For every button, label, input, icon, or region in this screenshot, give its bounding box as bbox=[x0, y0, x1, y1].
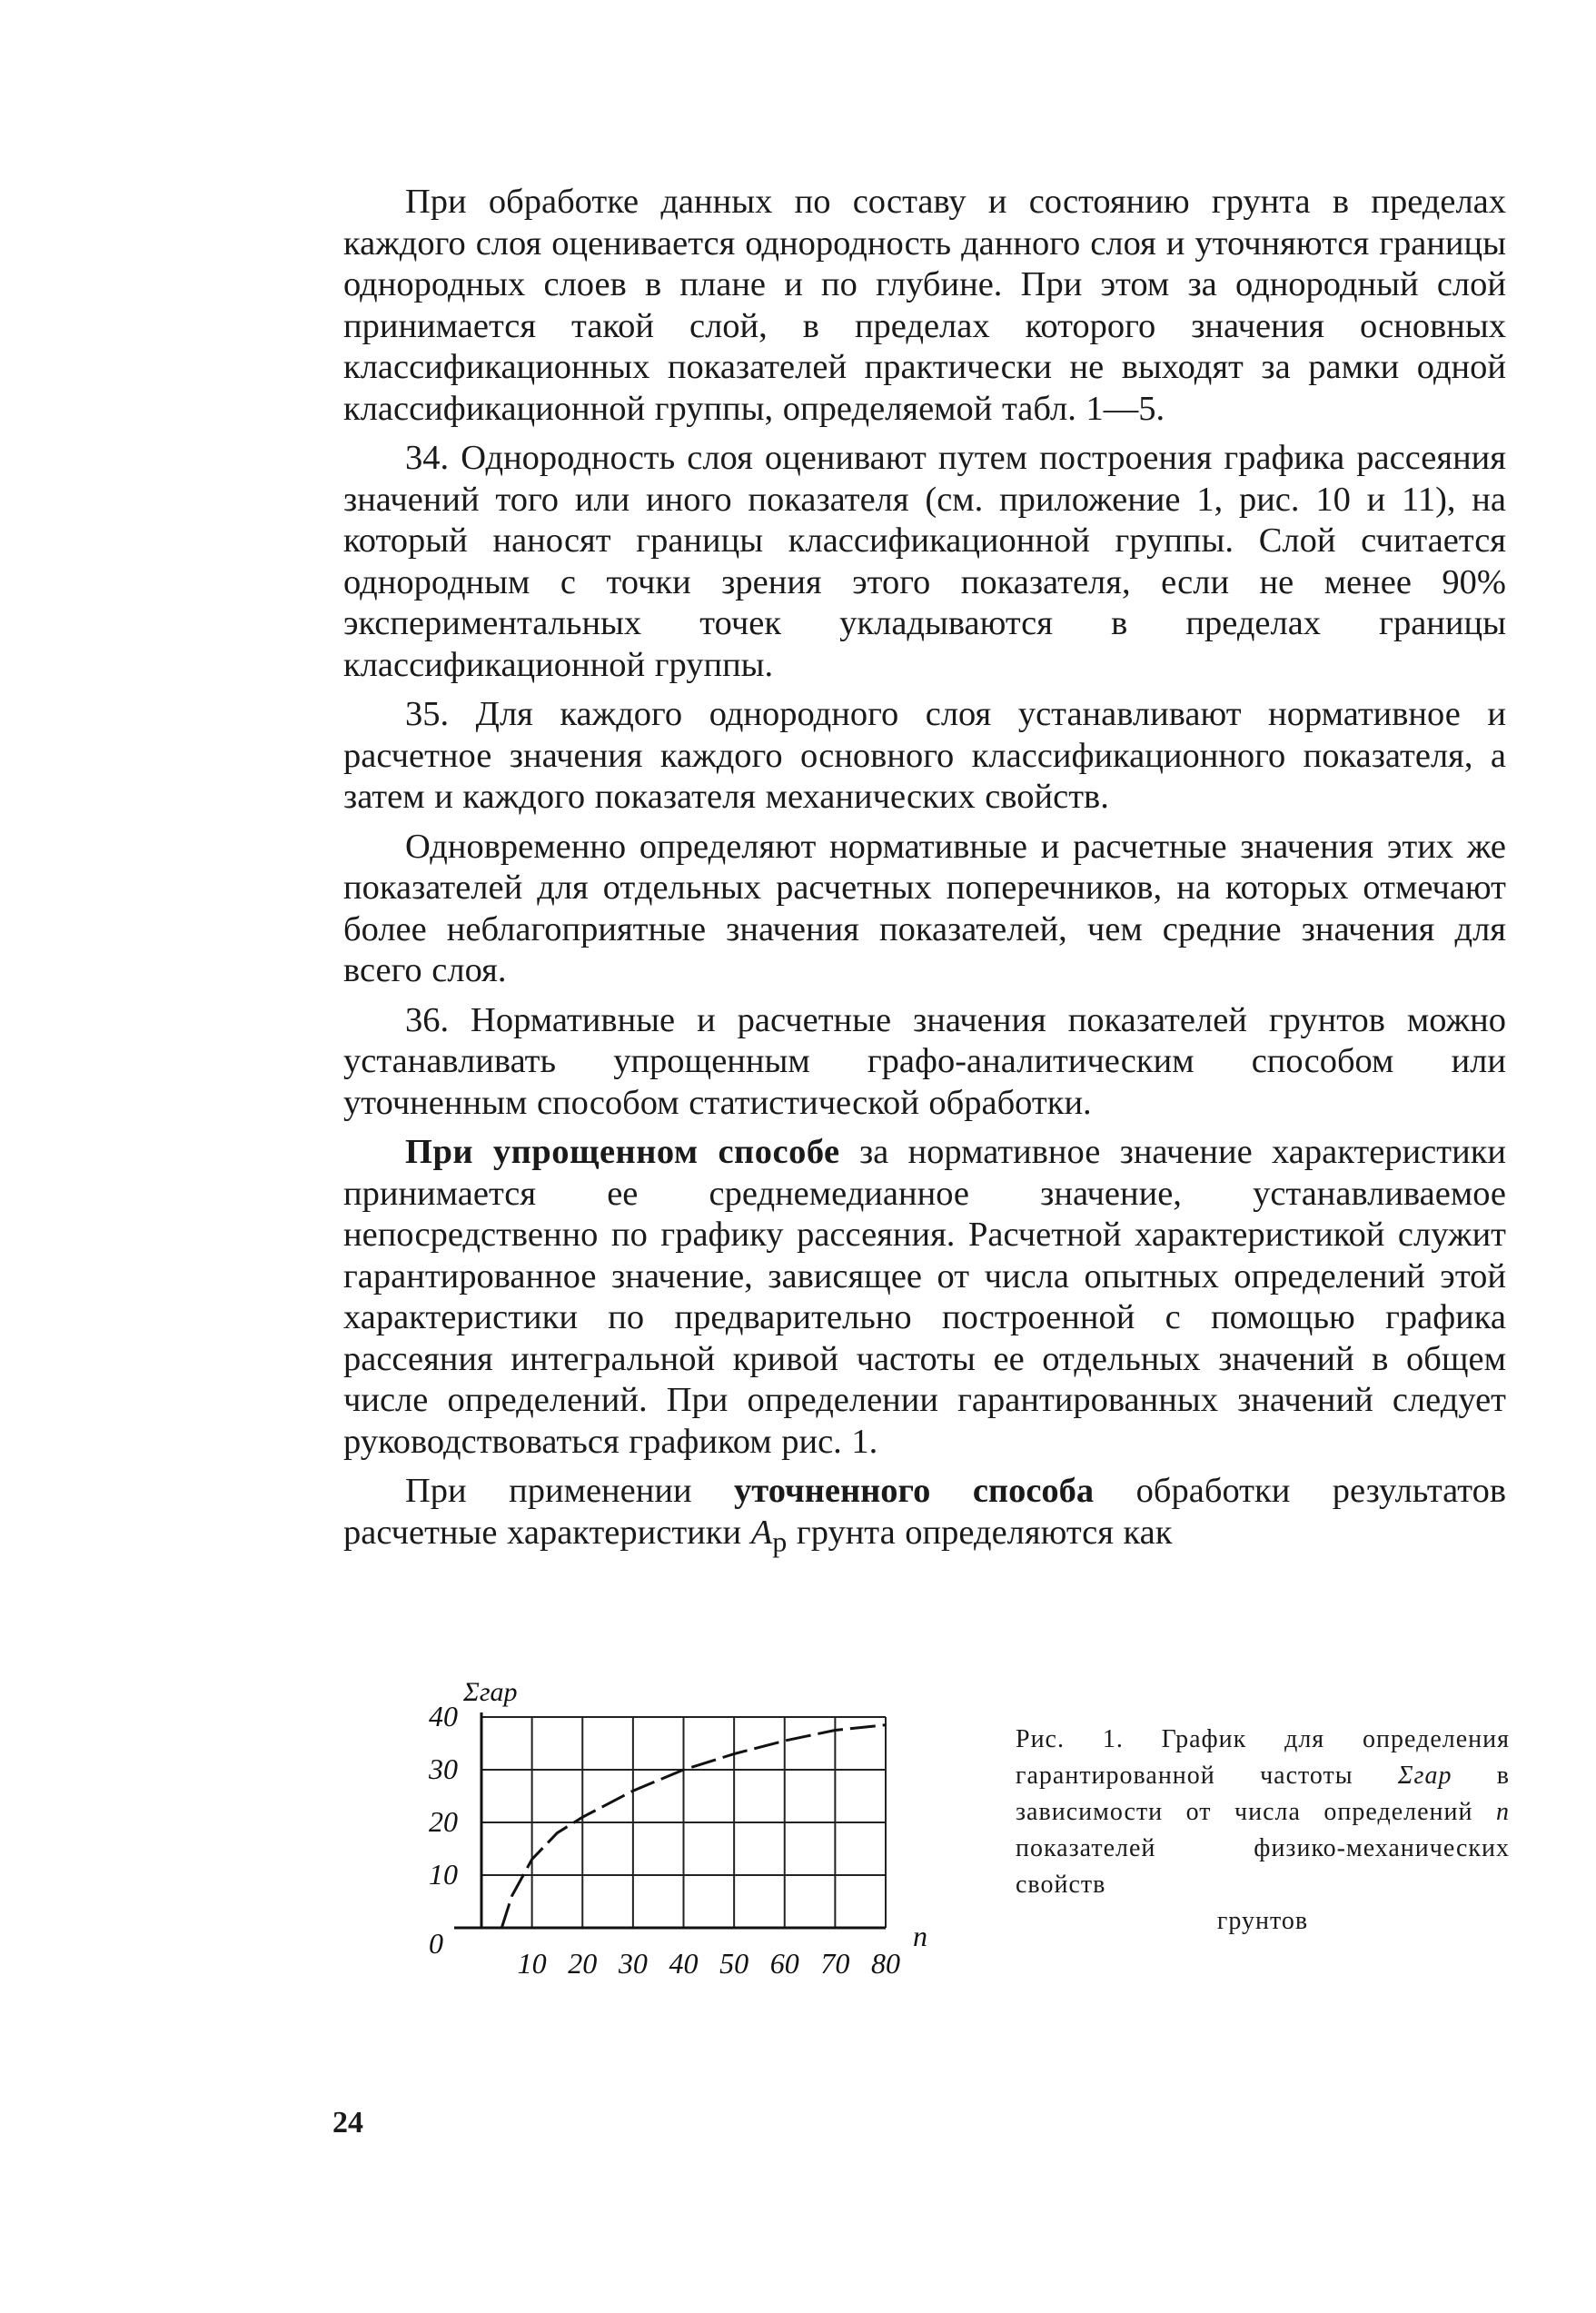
refined-subscript: р bbox=[772, 1524, 788, 1558]
caption-symbol: Σгар bbox=[1397, 1762, 1452, 1790]
x-tick-label: 10 bbox=[517, 1947, 547, 1980]
x-tick-label: 30 bbox=[618, 1947, 648, 1980]
y-axis-label: Σгар bbox=[463, 1677, 518, 1707]
paragraph-36: 36. Нормативные и расчетные значения показателей грунтов можно устанавливать упрощенным графо-аналитическим способом или уточненным способом статистической обработки. bbox=[343, 1000, 1506, 1122]
caption-line3: показателей физико-механических свойств bbox=[1016, 1834, 1510, 1899]
refined-symbol: A bbox=[750, 1513, 773, 1552]
page-number: 24 bbox=[332, 2106, 363, 2139]
series-line-0 bbox=[501, 1725, 886, 1928]
paragraph-simplified-method bbox=[343, 1132, 1506, 1463]
x-tick-label: 50 bbox=[719, 1947, 749, 1980]
refined-rest: обработки результатов расчетные характеристики bbox=[343, 1472, 1507, 1552]
refined-end: грунта определяются как bbox=[787, 1513, 1173, 1552]
figure-guaranteed-frequency-chart bbox=[400, 1663, 981, 1990]
caption-line1: Рис. 1. График для определения гарантированной частоты bbox=[1016, 1725, 1510, 1790]
main-text bbox=[343, 182, 1506, 1563]
y-tick-label: 10 bbox=[429, 1858, 458, 1891]
refined-start: При применении bbox=[405, 1472, 735, 1510]
simplified-method-text: за нормативное значение характеристики принимается ее среднемедианное значение, устанавливаемое непосредственно по графику рассеяния. Расчетной характеристикой служит гарантированное значение, зависящее от числа опытных определений этой характеристики по предварительно построенной с помощью графика рассеяния интегральной кривой частоты ее отдельных значений в общем числе определений. При определении гарантированных значений следует руководствоваться графиком рис. 1. bbox=[343, 1133, 1506, 1461]
x-tick-label: 20 bbox=[568, 1947, 598, 1980]
y-tick-label: 30 bbox=[429, 1752, 458, 1785]
paragraph-homogeneity-intro: При обработке данных по составу и состоянию грунта в пределах каждого слоя оценивается однородность данного слоя и уточняются границы однородных слоев в плане и по глубине. При этом за однородный слой принимается такой слой, в пределах которого значения основных классификационных показателей практически не выходят за рамки одной классификационной группы, определяемой табл. 1—5. bbox=[343, 183, 1506, 428]
chart-svg bbox=[400, 1663, 981, 1990]
y-tick-label: 20 bbox=[429, 1805, 458, 1838]
y-tick-label: 40 bbox=[429, 1700, 458, 1732]
figure-caption bbox=[1016, 1722, 1510, 1940]
paragraph-35: 35. Для каждого однородного слоя устанавливают нормативное и расчетное значения каждого основного классификационного показателя, а затем и каждого показателя механических свойств. bbox=[343, 695, 1506, 816]
refined-method-bold: уточненного способа bbox=[734, 1472, 1095, 1510]
y-tick-label: 0 bbox=[429, 1927, 443, 1960]
caption-last: грунтов bbox=[1216, 1907, 1309, 1935]
caption-line2: в зависимости от числа определений bbox=[1016, 1762, 1510, 1826]
paragraph-simultaneous: Одновременно определяют нормативные и расчетные значения этих же показателей для отдельных расчетных поперечников, на которых отмечают более неблагоприятные значения показателей, чем средние значения для всего слоя. bbox=[343, 827, 1506, 989]
x-tick-label: 40 bbox=[669, 1947, 699, 1980]
x-axis-label: n bbox=[913, 1920, 927, 1952]
x-tick-label: 70 bbox=[820, 1947, 850, 1980]
x-tick-label: 60 bbox=[769, 1947, 799, 1980]
simplified-method-lead: При упрощенном способе bbox=[405, 1133, 840, 1171]
paragraph-refined-method bbox=[343, 1471, 1506, 1563]
x-tick-label: 80 bbox=[871, 1947, 900, 1980]
caption-n: n bbox=[1496, 1798, 1510, 1826]
paragraph-34: 34. Однородность слоя оценивают путем построения графика рассеяния значений того или иного показателя (см. приложение 1, рис. 10 и 11), на который наносят границы классификационной группы. Слой считается однородным с точки зрения этого показателя, если не менее 90% экспериментальных точек укладываются в пределах границы классификационной группы. bbox=[343, 439, 1506, 684]
